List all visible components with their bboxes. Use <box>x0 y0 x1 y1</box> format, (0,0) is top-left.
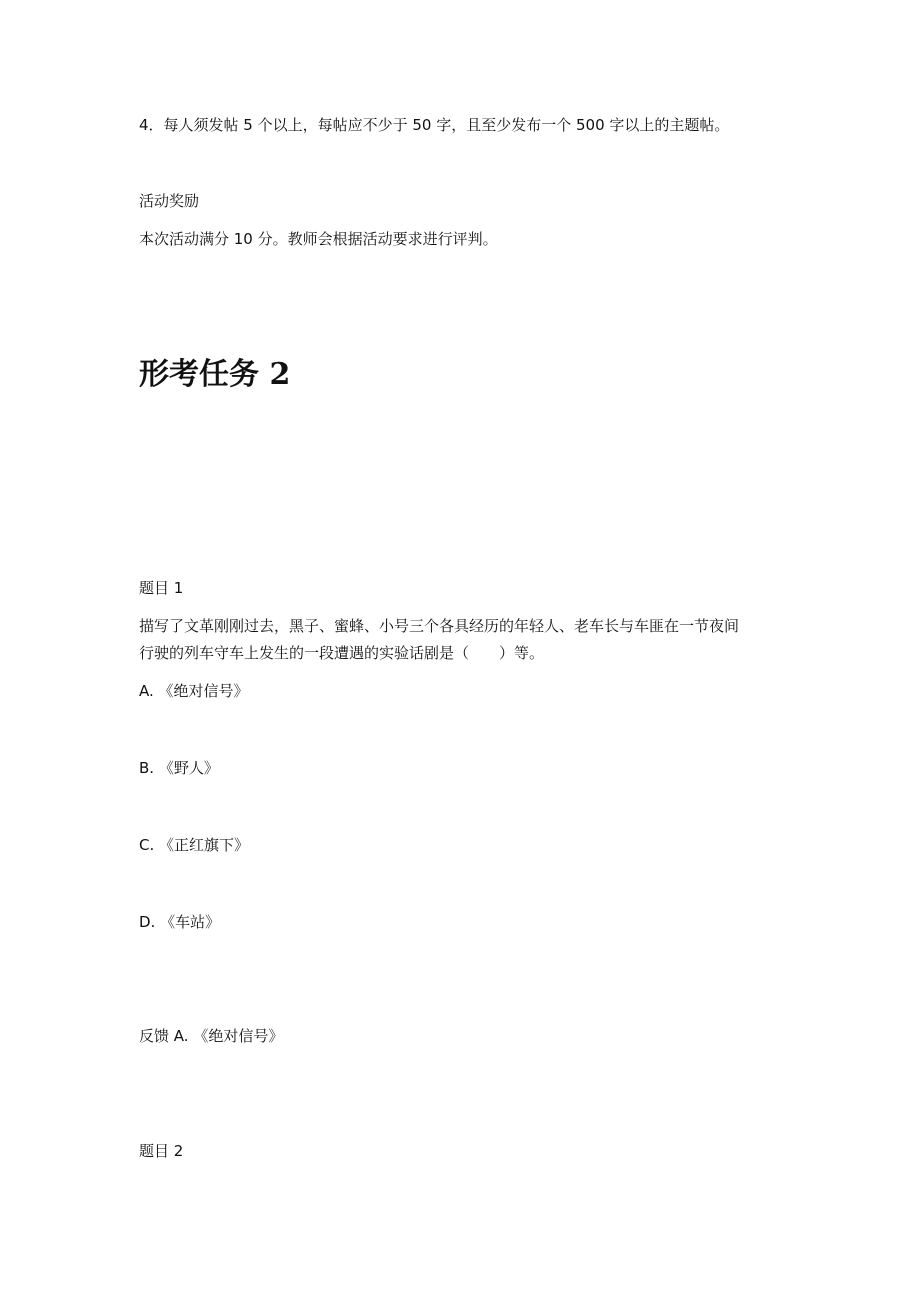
feedback-text: 《绝对信号》 <box>193 1027 284 1045</box>
feedback-label: 反馈 <box>139 1027 170 1045</box>
question-1-stem-line-2: 行驶的列车守车上发生的一段遭遇的实验话剧是（ ）等。 <box>139 644 545 662</box>
option-c <box>139 834 249 856</box>
reward-title: 活动奖励 <box>139 192 200 210</box>
activity-rule-4: 4．每人须发帖 5 个以上，每帖应不少于 50 字，且至少发布一个 500 字以上的主题帖。 <box>139 116 730 134</box>
option-text: 《车站》 <box>160 913 221 931</box>
option-key: C. <box>139 836 155 854</box>
question-1-stem-line-1: 描写了文革刚刚过去，黑子、蜜蜂、小号三个各具经历的年轻人、老车长与车匪在一节夜间 <box>139 617 740 635</box>
feedback-key: A. <box>173 1027 189 1045</box>
option-d <box>139 911 220 933</box>
option-key: D. <box>139 913 156 931</box>
reward-text: 本次活动满分 10 分。教师会根据活动要求进行评判。 <box>139 230 498 248</box>
question-2-label: 题目 2 <box>139 1142 184 1160</box>
option-key: B. <box>139 759 155 777</box>
option-text: 《绝对信号》 <box>158 682 249 700</box>
question-1-label: 题目 1 <box>139 579 184 597</box>
task-title: 形考任务 2 <box>139 357 291 392</box>
option-key: A. <box>139 682 154 700</box>
question-1-feedback <box>139 1025 283 1047</box>
option-text: 《野人》 <box>158 759 219 777</box>
option-text: 《正红旗下》 <box>159 836 250 854</box>
option-b <box>139 757 219 779</box>
option-a <box>139 680 249 702</box>
